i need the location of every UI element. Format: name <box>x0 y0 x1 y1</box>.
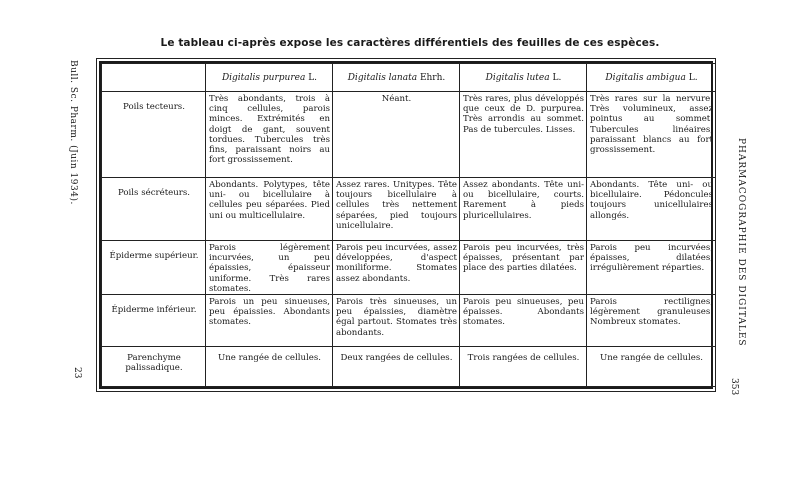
table-cell: Assez rares. Unitypes. Tête toujours bicellulaire à cellules très nettement séparées, pied toujours unicellulaire. <box>333 178 460 241</box>
table-cell: Parois légèrement incurvées, un peu épaissies, épaisseur uniforme. Très rares stomates. <box>206 241 333 295</box>
species-name: Digitalis lutea <box>485 73 550 84</box>
table-cell: Une rangée de cellules. <box>206 347 333 387</box>
table-cell: Très abondants, trois à cinq cellules, parois minces. Extrémités en doigt de gant, souvent tordues. Tubercules très fins, paraissant noirs au fort grossissement. <box>206 92 333 178</box>
species-author: L. <box>552 73 562 84</box>
table-row <box>102 92 716 178</box>
table-row <box>102 241 716 295</box>
table-row <box>102 295 716 347</box>
row-label: Épiderme supérieur. <box>102 241 206 295</box>
table-cell: Parois peu sinueuses, peu épaisses. Abondants stomates. <box>460 295 587 347</box>
table-cell: Parois peu incurvées, assez développées, d'aspect moniliforme. Stomates assez abondants. <box>333 241 460 295</box>
page-number-left: 23 <box>72 367 82 379</box>
running-head-left: Bull. Sc. Pharm. (Juin 1934). <box>68 60 78 205</box>
table-cell: Néant. <box>333 92 460 178</box>
table-row <box>102 347 716 387</box>
table-cell: Abondants. Polytypes, tête uni- ou bicellulaire à cellules peu séparées. Pied uni ou multicellulaire. <box>206 178 333 241</box>
table-cell: Parois un peu sinueuses, peu épaissies. Abondants stomates. <box>206 295 333 347</box>
page-number-right: 353 <box>729 378 739 396</box>
species-author: L. <box>688 73 698 84</box>
running-head-right: PHARMACOGRAPHIE DES DIGITALES <box>736 138 746 347</box>
table-row <box>102 178 716 241</box>
species-table <box>101 63 716 387</box>
species-name: Digitalis ambigua <box>605 73 686 84</box>
row-label: Épiderme inférieur. <box>102 295 206 347</box>
row-label: Poils tecteurs. <box>102 92 206 178</box>
header-row <box>102 64 716 92</box>
table-cell: Parois peu incurvées, épaisses, dilatées, irrégulièrement réparties. <box>587 241 716 295</box>
table-cell: Très rares, plus développés que ceux de D. purpurea. Très arrondis au sommet. Pas de tubercules. Lisses. <box>460 92 587 178</box>
species-name: Digitalis lanata <box>347 73 418 84</box>
column-header <box>333 64 460 92</box>
table-cell: Abondants. Tête uni- ou bicellulaire. Pédoncules toujours unicellulaires allongés. <box>587 178 716 241</box>
table-cell: Très rares sur la nervure. Très volumineux, assez pointus au sommet. Tubercules linéaires, paraissant blancs au fort grossissement. <box>587 92 716 178</box>
header-empty <box>102 64 206 92</box>
row-label: Parenchyme palissadique. <box>102 347 206 387</box>
table-cell: Assez abondants. Tête uni- ou bicellulaire, courts. Rarement à pieds pluricellulaires. <box>460 178 587 241</box>
column-header <box>206 64 333 92</box>
species-name: Digitalis purpurea <box>221 73 306 84</box>
species-author: Ehrh. <box>419 73 446 84</box>
table-caption: Le tableau ci-après expose les caractères différentiels des feuilles de ces espèces. <box>160 37 660 49</box>
row-label: Poils sécréteurs. <box>102 178 206 241</box>
column-header <box>460 64 587 92</box>
table-cell: Parois peu incurvées, très épaisses, présentant par place des parties dilatées. <box>460 241 587 295</box>
table-cell: Trois rangées de cellules. <box>460 347 587 387</box>
table-cell: Parois rectilignes, légèrement granuleuses. Nombreux stomates. <box>587 295 716 347</box>
column-header <box>587 64 716 92</box>
table-cell: Deux rangées de cellules. <box>333 347 460 387</box>
species-author: L. <box>308 73 318 84</box>
comparison-table <box>99 61 713 389</box>
table-cell: Parois très sinueuses, un peu épaissies, diamètre égal partout. Stomates très abondants. <box>333 295 460 347</box>
table-cell: Une rangée de cellules. <box>587 347 716 387</box>
